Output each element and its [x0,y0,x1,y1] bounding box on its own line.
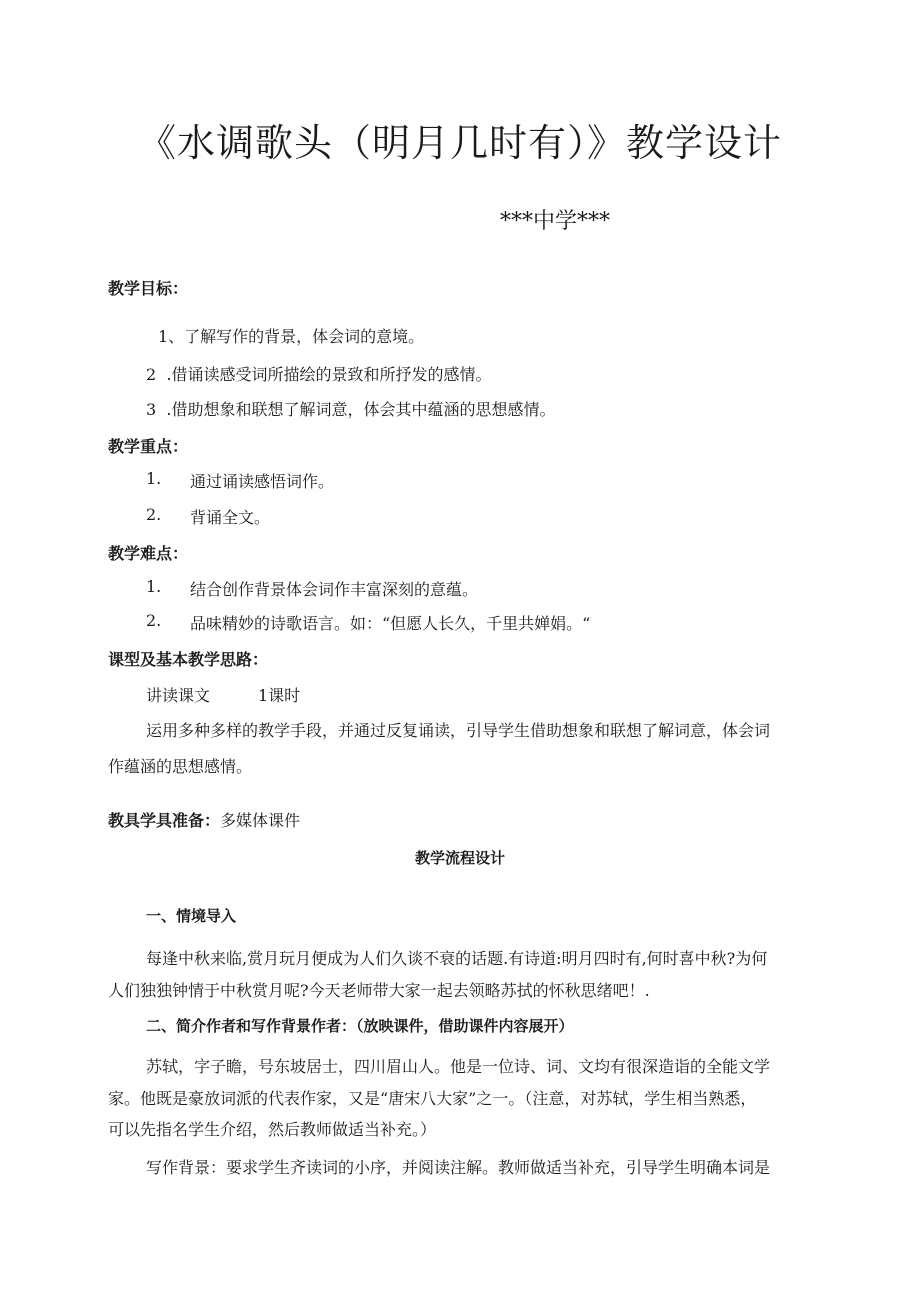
approach-text-line-2: 作蕴涵的思想感情。 [108,757,253,776]
difficulty-text-2: 品味精妙的诗歌语言。如：“但愿人长久，千里共婵娟。“ [190,614,591,633]
approach-heading: 课型及基本教学思路： [108,650,269,669]
section-2-heading: 二、简介作者和写作背景作者：（放映课件，借助课件内容展开） [146,1017,574,1035]
objective-item-1: 1、了解写作的背景，体会词的意境。 [158,327,425,346]
section-1-line-1: 每逢中秋来临,赏月玩月便成为人们久谈不衰的话题.有诗道:明月四时有,何时喜中秋?为何 [146,949,768,968]
key-point-number-1: 1. [146,469,162,488]
objective-item-2: 2 .借诵读感受词所描绘的景致和所抒发的感情。 [146,365,492,384]
section-2-para-2-line-1: 写作背景：要求学生齐读词的小序，并阅读注解。教师做适当补充，引导学生明确本词是 [146,1158,771,1177]
tools-label: 教具学具准备： [108,811,221,830]
lesson-type: 讲读课文 [146,686,211,705]
key-point-text-2: 背诵全文。 [190,508,271,527]
section-1-line-2: 人们独独钟情于中秋赏月呢?今天老师带大家一起去领略苏拭的怀秋思绪吧！. [108,981,650,1000]
difficulty-number-1: 1. [146,577,162,596]
key-points-heading: 教学重点： [108,437,189,456]
objectives-heading: 教学目标： [108,279,189,298]
objective-item-3: 3 .借助想象和联想了解词意，体会其中蕴涵的思想感情。 [146,400,556,419]
section-2-para-1-line-1: 苏轼，字子瞻，号东坡居士，四川眉山人。他是一位诗、词、文均有很深造诣的全能文学 [146,1057,771,1076]
school-name: ***中学*** [500,209,611,234]
tools-value: 多媒体课件 [220,811,301,830]
difficulties-heading: 教学难点： [108,544,189,563]
difficulty-number-2: 2. [146,611,162,630]
approach-text-line-1: 运用多种多样的教学手段，并通过反复诵读，引导学生借助想象和联想了解词意，体会词 [146,721,771,740]
difficulty-text-1: 结合创作背景体会词作丰富深刻的意蕴。 [190,580,479,599]
key-point-text-1: 通过诵读感悟词作。 [190,472,335,491]
key-point-number-2: 2. [146,505,162,524]
document-title: 《水调歌头（明月几时有）》教学设计 [137,121,782,165]
section-2-para-1-line-2: 家。他既是豪放词派的代表作家，又是“唐宋八大家”之一。（注意，对苏轼，学生相当熟悉， [108,1089,757,1108]
section-1-heading: 一、情境导入 [146,907,237,925]
section-2-para-1-line-3: 可以先指名学生介绍，然后教师做适当补充。） [108,1120,437,1139]
lesson-hours: 1课时 [258,686,301,705]
tools-line [108,808,300,831]
process-heading: 教学流程设计 [414,849,505,867]
